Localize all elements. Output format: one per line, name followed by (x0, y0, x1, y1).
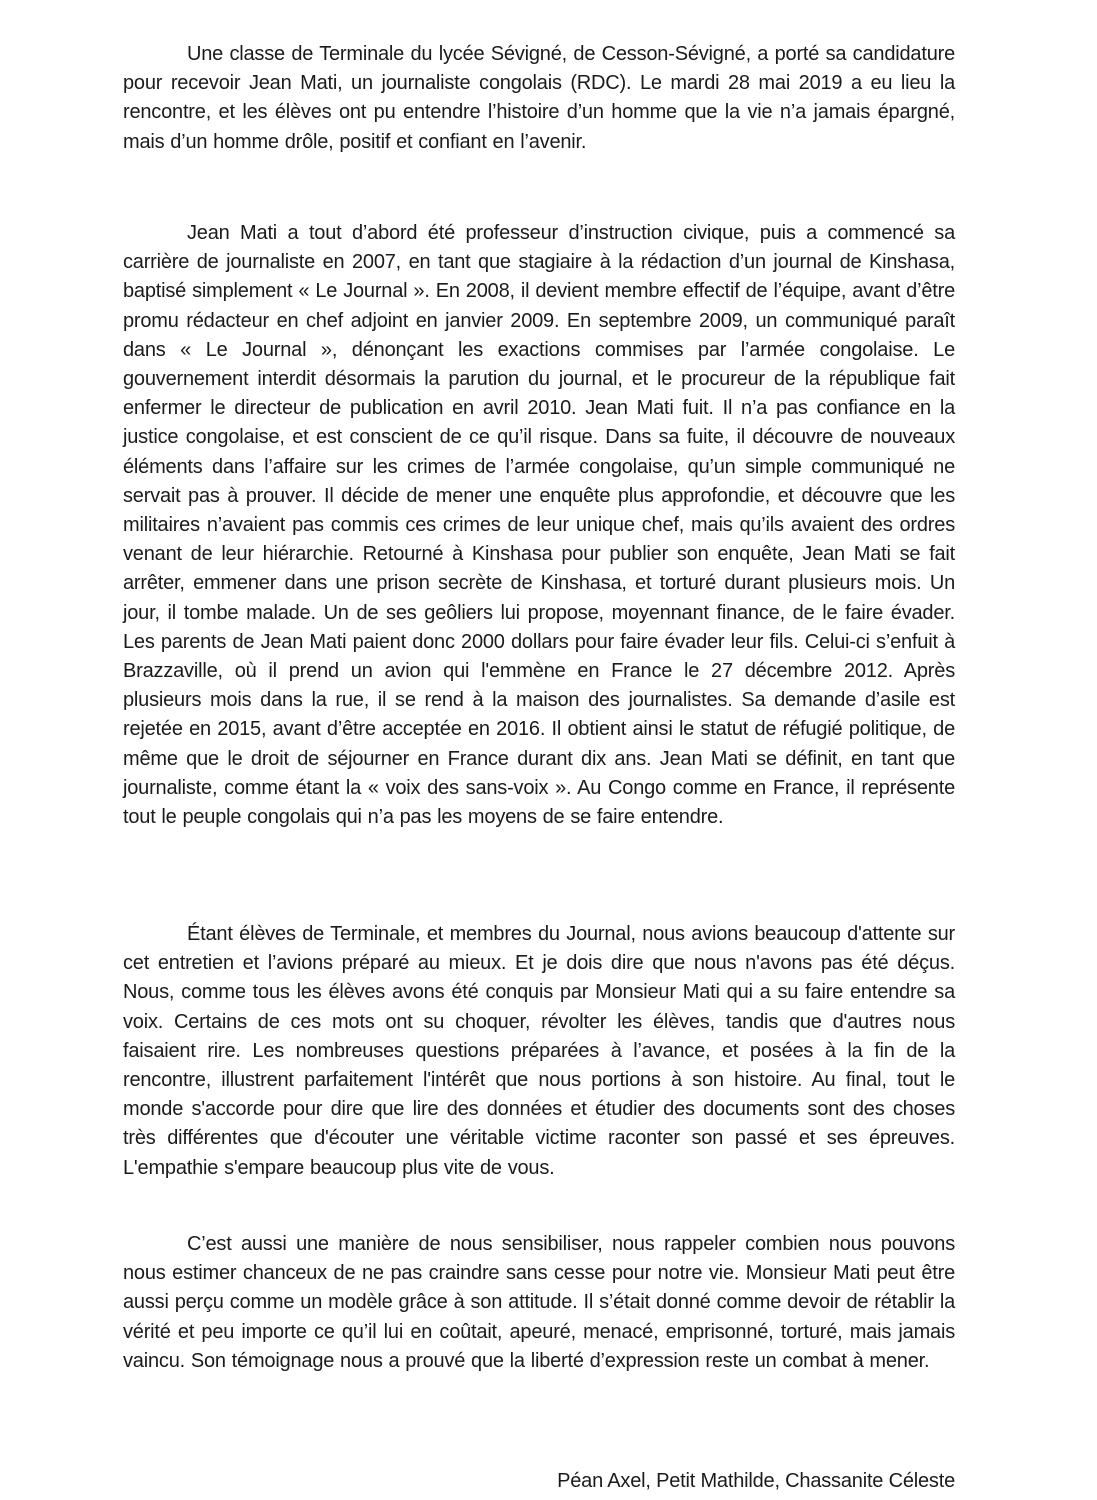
paragraph-conclusion: C’est aussi une manière de nous sensibiliser, nous rappeler combien nous pouvons nous estimer chanceux de ne pas craindre sans cesse pour notre vie. Monsieur Mati peut être aussi perçu comme un modèle grâce à son attitude. Il s’était donné comme devoir de rétablir la vérité et peu importe ce qu’il lui en coûtait, apeuré, menacé, emprisonné, torturé, mais jamais vaincu. Son témoignage nous a prouvé que la liberté d’expression reste un combat à mener. (123, 1233, 955, 1372)
paragraph-biography: Jean Mati a tout d’abord été professeur d’instruction civique, puis a commencé sa carrière de journaliste en 2007, en tant que stagiaire à la rédaction d’un journal de Kinshasa, baptisé simplement « Le Journal ». En 2008, il devient membre effectif de l’équipe, avant d’être promu rédacteur en chef adjoint en janvier 2009. En septembre 2009, un communiqué paraît dans « Le Journal », dénonçant les exactions commises par l’armée congolaise. Le gouvernement interdit désormais la parution du journal, et le procureur de la république fait enfermer le directeur de publication en avril 2010. Jean Mati fuit. Il n’a pas confiance en la justice congolaise, et est conscient de ce qu’il risque. Dans sa fuite, il découvre de nouveaux éléments dans l’affaire sur les crimes de l’armée congolaise, qu’un simple communiqué ne servait pas à prouver. Il décide de mener une enquête plus approfondie, et découvre que les militaires n’avaient pas commis ces crimes de leur unique chef, mais qu’ils avaient des ordres venant de leur hiérarchie. Retourné à Kinshasa pour publier son enquête, Jean Mati se fait arrêter, emmener dans une prison secrète de Kinshasa, et torturé durant plusieurs mois. Un jour, il tombe malade. Un de ses geôliers lui propose, moyennant finance, de le faire évader. Les parents de Jean Mati paient donc 2000 dollars pour faire évader leur fils. Celui-ci s’enfuit à Brazzaville, où il prend un avion qui l'emmène en France le 27 décembre 2012. Après plusieurs mois dans la rue, il se rend à la maison des journalistes. Sa demande d’asile est rejetée en 2015, avant d’être acceptée en 2016. Il obtient ainsi le statut de réfugié politique, de même que le droit de séjourner en France durant dix ans. Jean Mati se définit, en tant que journaliste, comme étant la « voix des sans-voix ». Au Congo comme en France, il représente tout le peuple congolais qui n’a pas les moyens de se faire entendre. (123, 222, 955, 829)
paragraph-student-reaction: Étant élèves de Terminale, et membres du Journal, nous avions beaucoup d'attente sur cet entretien et l’avions préparé au mieux. Et je dois dire que nous n'avons pas été déçus. Nous, comme tous les élèves avons été conquis par Monsieur Mati qui a su faire entendre sa voix. Certains de ces mots ont su choquer, révolter les élèves, tandis que d'autres nous faisaient rire. Les nombreuses questions préparées à l’avance, et posées à la fin de la rencontre, illustrent parfaitement l'intérêt que nous portions à son histoire. Au final, tout le monde s'accorde pour dire que lire des données et étudier des documents sont des choses très différentes que d'écouter une véritable victime raconter son passé et ses épreuves. L'empathie s'empare beaucoup plus vite de vous. (123, 923, 955, 1179)
authors-signature: Péan Axel, Petit Mathilde, Chassanite Céleste (557, 1470, 955, 1492)
paragraph-introduction: Une classe de Terminale du lycée Sévigné, de Cesson-Sévigné, a porté sa candidature pour recevoir Jean Mati, un journaliste congolais (RDC). Le mardi 28 mai 2019 a eu lieu la rencontre, et les élèves ont pu entendre l’histoire d’un homme que la vie n’a jamais épargné, mais d’un homme drôle, positif et confiant en l’avenir. (123, 43, 955, 153)
